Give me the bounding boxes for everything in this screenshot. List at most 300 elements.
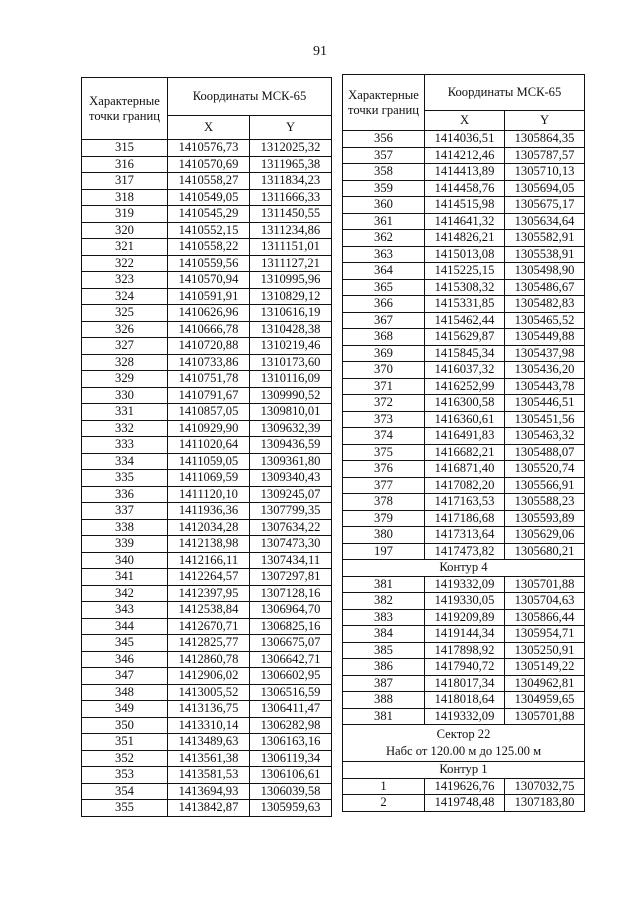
coord-x: 1413489,63: [168, 734, 250, 751]
coord-x: 1417313,64: [425, 527, 505, 544]
table-row: [343, 675, 585, 692]
coord-x: 1419332,09: [425, 576, 505, 593]
coord-y: 1305465,52: [505, 312, 585, 329]
coord-x: 1417940,72: [425, 659, 505, 676]
coord-x: 1411120,10: [168, 486, 250, 503]
coord-y: 1310116,09: [250, 371, 332, 388]
coord-y: 1305538,91: [505, 246, 585, 263]
coord-y: 1307183,80: [505, 795, 585, 812]
point-number: 321: [82, 239, 168, 256]
coord-x: 1413581,53: [168, 767, 250, 784]
table-row: [82, 503, 332, 520]
point-number: 336: [82, 486, 168, 503]
coord-y: 1305787,57: [505, 147, 585, 164]
table-row: [343, 411, 585, 428]
coord-y: 1306119,34: [250, 750, 332, 767]
coord-y: 1305498,90: [505, 263, 585, 280]
coord-x: 1411069,59: [168, 470, 250, 487]
coord-x: 1412397,95: [168, 585, 250, 602]
table-row: [343, 477, 585, 494]
table-row: [343, 279, 585, 296]
coord-x: 1412138,98: [168, 536, 250, 553]
coord-x: 1415331,85: [425, 296, 505, 313]
point-number: 370: [343, 362, 425, 379]
header-coords: Координаты МСК-65: [425, 75, 585, 111]
coord-x: 1418017,34: [425, 675, 505, 692]
header-y: Y: [505, 111, 585, 131]
table-row: [82, 668, 332, 685]
coord-x: 1416682,21: [425, 444, 505, 461]
coord-x: 1412906,02: [168, 668, 250, 685]
coord-y: 1310219,46: [250, 338, 332, 355]
coord-x: 1419332,09: [425, 708, 505, 725]
point-number: 334: [82, 453, 168, 470]
coord-y: 1304959,65: [505, 692, 585, 709]
point-number: 315: [82, 140, 168, 157]
table-row: [343, 213, 585, 230]
table-row: [82, 437, 332, 454]
point-number: 320: [82, 222, 168, 239]
coord-x: 1416300,58: [425, 395, 505, 412]
coord-x: 1410549,05: [168, 189, 250, 206]
coord-x: 1419330,05: [425, 593, 505, 610]
table-row: [82, 140, 332, 157]
table-row: [82, 189, 332, 206]
table-row: [343, 147, 585, 164]
coord-y: 1309632,39: [250, 420, 332, 437]
table-row: [82, 767, 332, 784]
table-row: [82, 734, 332, 751]
table-row: [343, 197, 585, 214]
coord-y: 1305436,20: [505, 362, 585, 379]
coord-y: 1306106,61: [250, 767, 332, 784]
point-number: 384: [343, 626, 425, 643]
point-number: 354: [82, 783, 168, 800]
coord-y: 1305704,63: [505, 593, 585, 610]
point-number: 322: [82, 255, 168, 272]
coord-y: 1305694,05: [505, 180, 585, 197]
coord-y: 1305149,22: [505, 659, 585, 676]
coord-y: 1309810,01: [250, 404, 332, 421]
table-row: [343, 345, 585, 362]
table-row: [82, 420, 332, 437]
coord-x: 1413694,93: [168, 783, 250, 800]
coord-x: 1417163,53: [425, 494, 505, 511]
coord-y: 1305701,88: [505, 708, 585, 725]
point-number: 381: [343, 708, 425, 725]
table-row: [343, 543, 585, 560]
coord-y: 1305675,17: [505, 197, 585, 214]
coord-x: 1415013,08: [425, 246, 505, 263]
coord-y: 1310428,38: [250, 321, 332, 338]
coord-x: 1410929,90: [168, 420, 250, 437]
coord-y: 1305629,06: [505, 527, 585, 544]
coord-x: 1413842,87: [168, 800, 250, 817]
table-row: [343, 246, 585, 263]
point-number: 380: [343, 527, 425, 544]
table-row: [82, 173, 332, 190]
point-number: 372: [343, 395, 425, 412]
point-number: 377: [343, 477, 425, 494]
point-number: 340: [82, 552, 168, 569]
coord-x: 1412670,71: [168, 618, 250, 635]
table-row: [343, 180, 585, 197]
coord-y: 1305710,13: [505, 164, 585, 181]
coord-y: 1310616,19: [250, 305, 332, 322]
table-row: [82, 750, 332, 767]
coord-x: 1415845,34: [425, 345, 505, 362]
table-row: [82, 569, 332, 586]
coord-x: 1414826,21: [425, 230, 505, 247]
coord-y: 1305446,51: [505, 395, 585, 412]
table-row: [82, 618, 332, 635]
coord-y: 1312025,32: [250, 140, 332, 157]
coord-x: 1417186,68: [425, 510, 505, 527]
coordinates-table-left: [81, 77, 332, 817]
table-row: [82, 272, 332, 289]
table-row: [343, 378, 585, 395]
coord-x: 1414458,76: [425, 180, 505, 197]
coord-y: 1307128,16: [250, 585, 332, 602]
point-number: 350: [82, 717, 168, 734]
point-number: 316: [82, 156, 168, 173]
coord-x: 1410545,29: [168, 206, 250, 223]
point-number: 344: [82, 618, 168, 635]
coord-y: 1305582,91: [505, 230, 585, 247]
coord-x: 1410733,86: [168, 354, 250, 371]
table-row: [343, 461, 585, 478]
table-row: [343, 692, 585, 709]
coord-y: 1306825,16: [250, 618, 332, 635]
point-number: 331: [82, 404, 168, 421]
point-number: 346: [82, 651, 168, 668]
coord-x: 1415308,32: [425, 279, 505, 296]
coord-x: 1417473,82: [425, 543, 505, 560]
coord-y: 1309245,07: [250, 486, 332, 503]
table-row: [343, 593, 585, 610]
coord-x: 1410558,22: [168, 239, 250, 256]
table-row: [343, 329, 585, 346]
point-number: 356: [343, 131, 425, 148]
coord-x: 1416360,61: [425, 411, 505, 428]
point-number: 363: [343, 246, 425, 263]
table-row: [82, 338, 332, 355]
coord-y: 1311666,33: [250, 189, 332, 206]
coord-x: 1414036,51: [425, 131, 505, 148]
coord-x: 1414641,32: [425, 213, 505, 230]
coord-y: 1305520,74: [505, 461, 585, 478]
coord-y: 1306602,95: [250, 668, 332, 685]
sector-row: [343, 725, 585, 762]
coord-x: 1417898,92: [425, 642, 505, 659]
point-number: 362: [343, 230, 425, 247]
table-row: [82, 371, 332, 388]
point-number: 382: [343, 593, 425, 610]
coord-y: 1305250,91: [505, 642, 585, 659]
table-row: [343, 609, 585, 626]
coord-y: 1305680,21: [505, 543, 585, 560]
table-row: [343, 428, 585, 445]
point-number: 337: [82, 503, 168, 520]
point-number: 385: [343, 642, 425, 659]
coord-y: 1307634,22: [250, 519, 332, 536]
table-row: [82, 783, 332, 800]
coord-x: 1412264,57: [168, 569, 250, 586]
header-x: X: [168, 116, 250, 140]
table-row: [343, 626, 585, 643]
coord-y: 1309990,52: [250, 387, 332, 404]
table-row: [343, 164, 585, 181]
coord-y: 1310995,96: [250, 272, 332, 289]
coord-x: 1412825,77: [168, 635, 250, 652]
point-number: 364: [343, 263, 425, 280]
point-number: 360: [343, 197, 425, 214]
table-row: [343, 494, 585, 511]
coord-y: 1311834,23: [250, 173, 332, 190]
coord-y: 1311127,21: [250, 255, 332, 272]
table-row: [82, 206, 332, 223]
table-row: [82, 288, 332, 305]
table-row: [343, 510, 585, 527]
coord-x: 1410570,69: [168, 156, 250, 173]
coord-y: 1309340,43: [250, 470, 332, 487]
sector-title: Сектор 22: [436, 727, 491, 741]
coord-x: 1413310,14: [168, 717, 250, 734]
table-row: [343, 527, 585, 544]
point-number: 341: [82, 569, 168, 586]
point-number: 375: [343, 444, 425, 461]
table-row: [82, 635, 332, 652]
coord-x: 1416037,32: [425, 362, 505, 379]
coord-x: 1412860,78: [168, 651, 250, 668]
coord-y: 1307032,75: [505, 778, 585, 795]
table-row: [82, 651, 332, 668]
coord-x: 1413136,75: [168, 701, 250, 718]
table-row: [82, 239, 332, 256]
coord-x: 1419144,34: [425, 626, 505, 643]
table-row: [82, 255, 332, 272]
point-number: 368: [343, 329, 425, 346]
coord-x: 1413005,52: [168, 684, 250, 701]
coord-x: 1410791,67: [168, 387, 250, 404]
contour-4-label: Контур 4: [343, 560, 585, 577]
point-number: 338: [82, 519, 168, 536]
table-row: [82, 222, 332, 239]
point-number: 388: [343, 692, 425, 709]
coord-x: 1410666,78: [168, 321, 250, 338]
coord-x: 1412538,84: [168, 602, 250, 619]
contour-1-label-row: [343, 762, 585, 779]
coord-y: 1307799,35: [250, 503, 332, 520]
point-number: 345: [82, 635, 168, 652]
point-number: 378: [343, 494, 425, 511]
coord-y: 1305864,35: [505, 131, 585, 148]
coord-y: 1311965,38: [250, 156, 332, 173]
coord-y: 1310173,60: [250, 354, 332, 371]
table-row: [343, 778, 585, 795]
coord-x: 1415462,44: [425, 312, 505, 329]
point-number: 333: [82, 437, 168, 454]
point-number: 371: [343, 378, 425, 395]
table-row: [82, 602, 332, 619]
coord-y: 1305449,88: [505, 329, 585, 346]
coord-x: 1410626,96: [168, 305, 250, 322]
coord-y: 1309361,80: [250, 453, 332, 470]
sector-block: [343, 725, 585, 762]
coord-x: 1411020,64: [168, 437, 250, 454]
point-number: 381: [343, 576, 425, 593]
point-number: 355: [82, 800, 168, 817]
table-row: [343, 230, 585, 247]
coord-x: 1412034,28: [168, 519, 250, 536]
table-row: [343, 312, 585, 329]
coord-x: 1410591,91: [168, 288, 250, 305]
point-number: 327: [82, 338, 168, 355]
coord-y: 1305959,63: [250, 800, 332, 817]
coord-x: 1414212,46: [425, 147, 505, 164]
table-row: [343, 795, 585, 812]
coord-x: 1417082,20: [425, 477, 505, 494]
left-table-body: [82, 140, 332, 817]
table-row: [343, 642, 585, 659]
coord-x: 1413561,38: [168, 750, 250, 767]
coord-y: 1305486,67: [505, 279, 585, 296]
point-number: 353: [82, 767, 168, 784]
header-points: Характерные точки границ: [82, 78, 168, 140]
table-row: [82, 486, 332, 503]
table-row: [82, 536, 332, 553]
table-row: [343, 395, 585, 412]
coord-y: 1305588,23: [505, 494, 585, 511]
coord-x: 1410576,73: [168, 140, 250, 157]
point-number: 365: [343, 279, 425, 296]
table-row: [82, 800, 332, 817]
point-number: 326: [82, 321, 168, 338]
contour-4-label-row: [343, 560, 585, 577]
height-range: Набс от 120.00 м до 125.00 м: [385, 744, 542, 758]
point-number: 325: [82, 305, 168, 322]
table-row: [82, 552, 332, 569]
point-number: 1: [343, 778, 425, 795]
coord-x: 1419626,76: [425, 778, 505, 795]
coord-x: 1410751,78: [168, 371, 250, 388]
point-number: 357: [343, 147, 425, 164]
coord-y: 1305443,78: [505, 378, 585, 395]
point-number: 328: [82, 354, 168, 371]
table-row: [343, 362, 585, 379]
coord-y: 1305566,91: [505, 477, 585, 494]
coord-y: 1305701,88: [505, 576, 585, 593]
coord-x: 1410558,27: [168, 173, 250, 190]
coord-y: 1305482,83: [505, 296, 585, 313]
table-row: [82, 519, 332, 536]
header-x: X: [425, 111, 505, 131]
coord-x: 1412166,11: [168, 552, 250, 569]
coord-y: 1306163,16: [250, 734, 332, 751]
point-number: 366: [343, 296, 425, 313]
coord-y: 1305593,89: [505, 510, 585, 527]
table-row: [82, 387, 332, 404]
point-number: 343: [82, 602, 168, 619]
point-number: 348: [82, 684, 168, 701]
point-number: 359: [343, 180, 425, 197]
table-row: [82, 470, 332, 487]
table-row: [82, 305, 332, 322]
coord-y: 1306039,58: [250, 783, 332, 800]
coord-x: 1418018,64: [425, 692, 505, 709]
coord-y: 1307297,81: [250, 569, 332, 586]
header-points: Характерные точки границ: [343, 75, 425, 131]
contour-1-label: Контур 1: [343, 762, 585, 779]
table-row: [343, 576, 585, 593]
point-number: 342: [82, 585, 168, 602]
point-number: 383: [343, 609, 425, 626]
table-row: [82, 585, 332, 602]
coord-y: 1306516,59: [250, 684, 332, 701]
point-number: 374: [343, 428, 425, 445]
coord-y: 1305451,56: [505, 411, 585, 428]
table-row: [343, 444, 585, 461]
point-number: 197: [343, 543, 425, 560]
table-row: [343, 131, 585, 148]
table-row: [343, 708, 585, 725]
table-row: [343, 296, 585, 313]
coord-y: 1306964,70: [250, 602, 332, 619]
coord-y: 1305634,64: [505, 213, 585, 230]
coord-y: 1306675,07: [250, 635, 332, 652]
point-number: 376: [343, 461, 425, 478]
point-number: 351: [82, 734, 168, 751]
point-number: 367: [343, 312, 425, 329]
page-number: 91: [313, 44, 327, 59]
point-number: 339: [82, 536, 168, 553]
coord-x: 1416871,40: [425, 461, 505, 478]
coord-y: 1304962,81: [505, 675, 585, 692]
header-coords: Координаты МСК-65: [168, 78, 332, 116]
coord-y: 1306282,98: [250, 717, 332, 734]
coord-x: 1419748,48: [425, 795, 505, 812]
point-number: 352: [82, 750, 168, 767]
table-row: [82, 701, 332, 718]
coord-x: 1410570,94: [168, 272, 250, 289]
coord-y: 1305866,44: [505, 609, 585, 626]
coord-y: 1307434,11: [250, 552, 332, 569]
point-number: 332: [82, 420, 168, 437]
point-number: 324: [82, 288, 168, 305]
coord-y: 1305437,98: [505, 345, 585, 362]
table-row: [82, 453, 332, 470]
point-number: 349: [82, 701, 168, 718]
coord-x: 1410857,05: [168, 404, 250, 421]
coord-x: 1410720,88: [168, 338, 250, 355]
point-number: 386: [343, 659, 425, 676]
point-number: 373: [343, 411, 425, 428]
point-number: 319: [82, 206, 168, 223]
coordinates-table-right: [342, 74, 585, 812]
table-row: [343, 659, 585, 676]
coord-x: 1410559,56: [168, 255, 250, 272]
coord-x: 1415225,15: [425, 263, 505, 280]
coord-x: 1411059,05: [168, 453, 250, 470]
header-y: Y: [250, 116, 332, 140]
coord-x: 1419209,89: [425, 609, 505, 626]
table-row: [82, 684, 332, 701]
point-number: 369: [343, 345, 425, 362]
coord-y: 1306411,47: [250, 701, 332, 718]
point-number: 2: [343, 795, 425, 812]
point-number: 358: [343, 164, 425, 181]
coord-y: 1306642,71: [250, 651, 332, 668]
